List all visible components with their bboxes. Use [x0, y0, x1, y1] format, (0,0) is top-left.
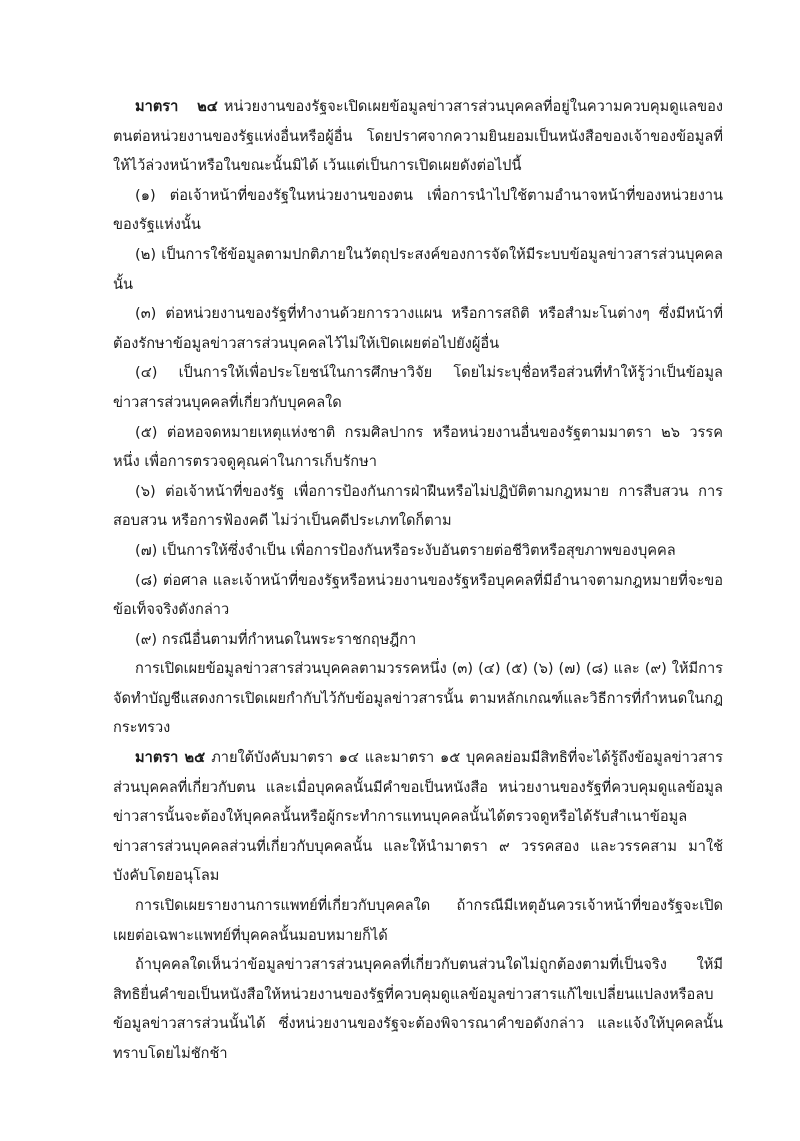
section-24-item-3: (๓) ต่อหน่วยงานของรัฐที่ทำงานด้วยการวางแผน หรือการสถิติ หรือสำมะโนต่างๆ ซึ่งมีหน้าที่ต้องรักษาข้อมูลข่าวสารส่วนบุคคลไว้ไม่ให้เปิดเผยต่อไปยังผู้อื่น: [113, 305, 723, 352]
section-24-item-9: (๙) กรณีอื่นตามที่กำหนดในพระราชกฤษฎีกา: [135, 630, 417, 648]
section-25-label: มาตรา ๒๕: [135, 749, 206, 767]
section-25-para-3: ถ้าบุคคลใดเห็นว่าข้อมูลข่าวสารส่วนบุคคลที่เกี่ยวกับตนส่วนใดไม่ถูกต้องตามที่เป็นจริง ให้มีสิทธิยื่นคำขอเป็นหนังสือให้หน่วยงานของรัฐที่ควบคุมดูแลข้อมูลข่าวสารแก้ไขเปลี่ยนแปลงหรือลบข้อมูลข่าวสารส่วนนั้นได้ ซึ่งหน่วยงานของรัฐจะต้องพิจารณาคำขอดังกล่าว และแจ้งให้บุคคลนั้นทราบโดยไม่ชักช้า: [113, 956, 723, 1062]
section-24-item-4: (๔) เป็นการให้เพื่อประโยชน์ในการศึกษาวิจัย โดยไม่ระบุชื่อหรือส่วนที่ทำให้รู้ว่าเป็นข้อมูลข่าวสารส่วนบุคคลที่เกี่ยวกับบุคคลใด: [113, 364, 723, 411]
section-25-para-1-text: ภายใต้บังคับมาตรา ๑๔ และมาตรา ๑๕ บุคคลย่อมมีสิทธิที่จะได้รู้ถึงข้อมูลข่าวสารส่วนบุคคลที่เกี่ยวกับตน และเมื่อบุคคลนั้นมีคำขอเป็นหนังสือ หน่วยงานของรัฐที่ควบคุมดูแลข้อมูลข่าวสารนั้นจะต้องให้บุคคลนั้นหรือผู้กระทำการแทนบุคคลนั้นได้ตรวจดูหรือได้รับสำเนาข้อมูลข่าวสารส่วนบุคคลส่วนที่เกี่ยวกับบุคคลนั้น และให้นำมาตรา ๙ วรรคสอง และวรรคสาม มาใช้บังคับโดยอนุโลม: [113, 749, 723, 885]
section-24-item-5: (๕) ต่อหอจดหมายเหตุแห่งชาติ กรมศิลปากร หรือหน่วยงานอื่นของรัฐตามมาตรา ๒๖ วรรคหนึ่ง เพื่อการตรวจดูคุณค่าในการเก็บรักษา: [113, 423, 723, 471]
section-24-intro: [113, 92, 723, 181]
section-25-para-2: การเปิดเผยรายงานการแพทย์ที่เกี่ยวกับบุคคลใด ถ้ากรณีมีเหตุอันควรเจ้าหน้าที่ของรัฐจะเปิดเผยต่อเฉพาะแพทย์ที่บุคคลนั้นมอบหมายก็ได้: [113, 897, 723, 944]
section-25-para-1: [113, 743, 723, 891]
section-24-intro-text: หน่วยงานของรัฐจะเปิดเผยข้อมูลข่าวสารส่วนบุคคลที่อยู่ในความควบคุมดูแลของตนต่อหน่วยงานของรัฐแห่งอื่นหรือผู้อื่น โดยปราศจากความยินยอมเป็นหนังสือของเจ้าของข้อมูลที่ให้ไว้ล่วงหน้าหรือในขณะนั้นมิได้ เว้นแต่เป็นการเปิดเผยดังต่อไปนี้: [113, 98, 723, 175]
section-24-item-8: (๘) ต่อศาล และเจ้าหน้าที่ของรัฐหรือหน่วยงานของรัฐหรือบุคคลที่มีอำนาจตามกฎหมายที่จะขอข้อเท็จจริงดังกล่าว: [113, 571, 723, 619]
section-24-item-2: (๒) เป็นการใช้ข้อมูลตามปกติภายในวัตถุประสงค์ของการจัดให้มีระบบข้อมูลข่าวสารส่วนบุคคลนั้น: [113, 245, 723, 293]
section-24-item-6: (๖) ต่อเจ้าหน้าที่ของรัฐ เพื่อการป้องกันการฝ่าฝืนหรือไม่ปฏิบัติตามกฎหมาย การสืบสวน การสอบสวน หรือการฟ้องคดี ไม่ว่าเป็นคดีประเภทใดก็ตาม: [113, 482, 723, 530]
section-24-item-7: (๗) เป็นการให้ซึ่งจำเป็น เพื่อการป้องกันหรือระงับอันตรายต่อชีวิตหรือสุขภาพของบุคคล: [135, 541, 676, 559]
document-body: [113, 92, 723, 1069]
section-24-item-1: (๑) ต่อเจ้าหน้าที่ของรัฐในหน่วยงานของตน เพื่อการนำไปใช้ตามอำนาจหน้าที่ของหน่วยงานของรัฐแห่งนั้น: [113, 186, 723, 234]
section-24-closing: การเปิดเผยข้อมูลข่าวสารส่วนบุคคลตามวรรคหนึ่ง (๓) (๔) (๕) (๖) (๗) (๘) และ (๙) ให้มีการจัดทำบัญชีแสดงการเปิดเผยกำกับไว้กับข้อมูลข่าวสารนั้น ตามหลักเกณฑ์และวิธีการที่กำหนดในกฎกระทรวง: [113, 660, 723, 737]
section-24-label: มาตรา ๒๔: [135, 98, 218, 115]
